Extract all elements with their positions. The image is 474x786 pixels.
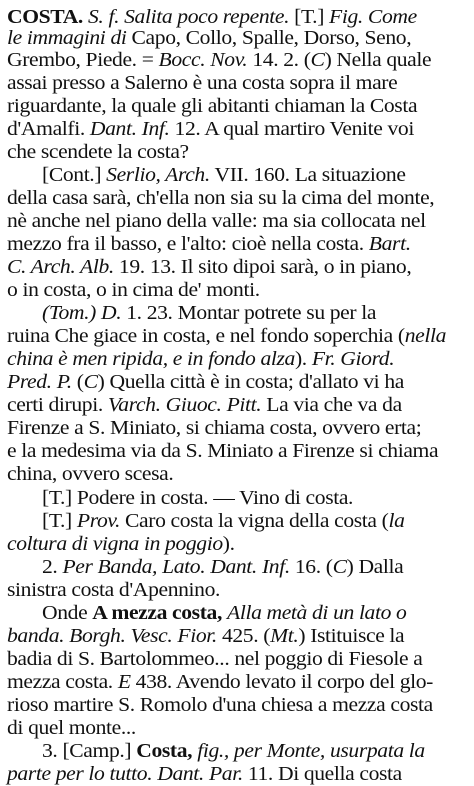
italic-text: Per Banda, Lato. Dant. Inf.	[62, 556, 290, 578]
text-line	[7, 393, 402, 417]
italic-text: Pred. P.	[7, 371, 72, 393]
italic-text: E	[117, 671, 131, 693]
italic-text: Bocc. Nov.	[158, 49, 248, 71]
text-segment: sinistra costa d'Apennino.	[7, 579, 221, 601]
text-segment: rioso martire S. Romolo d'una chiesa a mezza costa	[7, 694, 433, 716]
text-segment: Onde	[42, 602, 93, 624]
italic-text: coltura di vigna in poggio	[7, 533, 223, 555]
text-segment: d'Amalfi.	[7, 118, 90, 140]
text-line	[7, 578, 220, 602]
text-segment: La via che va da	[261, 394, 402, 416]
italic-text: nella	[404, 325, 447, 347]
text-line	[7, 439, 438, 463]
text-segment: china, ovvero scesa.	[7, 463, 174, 485]
text-line	[7, 647, 422, 671]
text-line	[7, 462, 173, 486]
italic-text: C	[332, 556, 347, 578]
text-line	[7, 532, 235, 556]
text-segment: 19. 13. Il sito dipoi sarà, o in piano,	[113, 256, 412, 278]
text-segment: Capo, Collo, Spalle, Dorso, Seno,	[126, 27, 412, 49]
text-segment: della casa sarà, ch'ella non sia su la cima del monte,	[7, 187, 435, 209]
text-segment: ).	[222, 533, 235, 555]
text-line	[7, 255, 411, 279]
italic-text: banda. Borgh. Vesc. Fior.	[7, 625, 217, 647]
italic-text: C	[83, 371, 98, 393]
text-line	[7, 140, 189, 164]
text-segment: 14. 2. (	[247, 49, 311, 71]
text-segment: mezza costa.	[7, 671, 118, 693]
text-line	[7, 94, 417, 118]
text-segment: ) Quella città è in costa; d'allato vi ha	[97, 371, 404, 393]
italic-text: fig., per Monte, usurpata la	[197, 740, 425, 762]
italic-text: C. Arch. Alb.	[7, 256, 114, 278]
italic-text: (Tom.)	[42, 302, 96, 324]
text-segment: [Cont.]	[42, 164, 107, 186]
text-line	[42, 601, 406, 625]
text-line	[7, 71, 397, 95]
italic-text: Varch. Giuoc. Pitt.	[107, 394, 262, 416]
text-line	[7, 347, 394, 371]
italic-text: Fr. Giord.	[311, 348, 395, 370]
headword: COSTA.	[7, 6, 83, 28]
italic-text: Fig. Come	[329, 6, 417, 28]
text-segment: ).	[294, 348, 312, 370]
text-segment: riguardante, la quale gli abitanti chiaman la Costa	[7, 95, 418, 117]
dictionary-page	[7, 0, 469, 785]
italic-text: Dant. Inf.	[89, 118, 170, 140]
text-segment: 16. (	[289, 556, 333, 578]
headword: A mezza costa,	[92, 602, 222, 624]
text-segment: [T.]	[42, 510, 77, 532]
text-line	[7, 324, 446, 348]
text-segment: e la medesima via da S. Miniato a Firenze si chiama	[7, 440, 439, 462]
text-segment: 1. 23. Montar potrete su per la	[121, 302, 377, 324]
text-segment: nè anche nel piano della valle: ma sia collocata nel	[7, 210, 426, 232]
text-line	[7, 762, 402, 786]
text-line	[7, 232, 411, 256]
text-segment: Caro costa la vigna della costa (	[119, 510, 389, 532]
text-segment: [T.]	[289, 6, 330, 28]
text-segment: Firenze a S. Miniato, si chiama costa, ovvero erta;	[7, 417, 422, 439]
text-line	[7, 670, 433, 694]
italic-text: china è men ripida, e in fondo alza	[7, 348, 295, 370]
italic-text: Prov.	[76, 510, 120, 532]
text-line	[7, 209, 426, 233]
text-line	[7, 416, 421, 440]
italic-text: S. f. Salita poco repente.	[87, 6, 290, 28]
text-segment: certi dirupi.	[7, 394, 108, 416]
text-segment: di quel monte...	[7, 717, 136, 739]
text-segment: badia di S. Bartolommeo... nel poggio di Fiesole a	[7, 648, 423, 670]
italic-text: Alla metà di un lato o	[227, 602, 407, 624]
text-line	[7, 370, 404, 394]
text-segment: ) Istituisce la	[298, 625, 405, 647]
text-segment: Grembo, Piede. =	[7, 49, 159, 71]
text-line	[7, 48, 431, 72]
text-line	[7, 26, 411, 50]
italic-text: parte per lo tutto. Dant. Par.	[7, 763, 243, 785]
text-segment: ) Nella quale	[324, 49, 432, 71]
italic-text: Mt.	[270, 625, 299, 647]
text-segment: 12. A qual martiro Venite voi	[169, 118, 414, 140]
text-line	[7, 278, 260, 302]
text-segment: 438. Avendo levato il corpo del glo-	[130, 671, 433, 693]
text-line	[42, 509, 404, 533]
text-line	[7, 117, 414, 141]
text-line	[7, 693, 433, 717]
text-segment: (	[71, 371, 84, 393]
text-segment: 11. Di quella costa	[242, 763, 402, 785]
text-line	[42, 163, 406, 187]
text-segment: mezzo fra il basso, e l'alto: cioè nella costa.	[7, 233, 369, 255]
text-segment: VII. 160. La situazione	[209, 164, 406, 186]
text-segment: 3. [Camp.]	[42, 740, 137, 762]
italic-text: D.	[100, 302, 122, 324]
italic-text: Bart.	[368, 233, 411, 255]
text-line	[42, 739, 425, 763]
text-segment: ) Dalla	[346, 556, 404, 578]
text-segment: che scendete la costa?	[7, 141, 189, 163]
text-segment: ruina Che giace in costa, e nel fondo soperchia (	[7, 325, 405, 347]
text-segment: 425. (	[216, 625, 271, 647]
text-segment: [T.] Podere in costa. — Vino di costa.	[42, 487, 354, 509]
italic-text: la	[388, 510, 405, 532]
headword: Costa,	[136, 740, 193, 762]
italic-text: le immagini di	[7, 27, 127, 49]
text-line	[42, 555, 403, 579]
text-segment: 2.	[42, 556, 63, 578]
text-line	[7, 716, 136, 740]
text-line	[42, 486, 353, 510]
text-line	[42, 301, 376, 325]
italic-text: Serlio, Arch.	[106, 164, 210, 186]
italic-text: C	[310, 49, 325, 71]
text-segment: assai presso a Salerno è una costa sopra il mare	[7, 72, 398, 94]
text-line	[7, 186, 434, 210]
text-line	[7, 624, 404, 648]
text-segment: o in costa, o in cima de' monti.	[7, 279, 260, 301]
